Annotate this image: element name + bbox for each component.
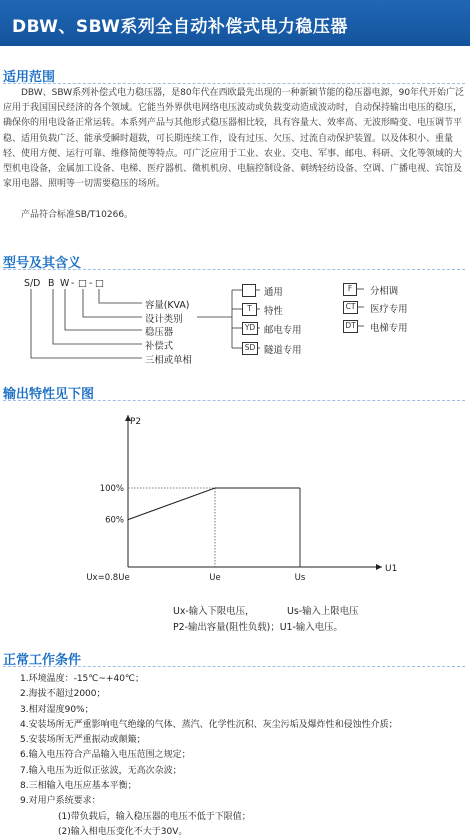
- code-part-w: W: [60, 278, 70, 289]
- code-part-b: B: [48, 278, 55, 289]
- legend-us: Us-输入上限电压: [287, 606, 359, 617]
- standard-note: 产品符合标准SB/T10266。: [21, 210, 134, 220]
- section-heading-scope: 适用范围: [3, 70, 56, 85]
- section-heading-conditions: 正常工作条件: [3, 653, 82, 668]
- x-axis-label: U1: [385, 564, 398, 574]
- scope-paragraph: DBW、SBW系列补偿式电力稳压器，是80年代在西欧最先出现的一种新颖节能的稳压器电源，90年代开始广泛应用于我国国民经济的各个领域。它能当外界供电网络电压波动或负载变动造成波动时，自动保持输出电压的稳压，确保你的用电设备正常运转。本系列产品与其他形式稳压器相比较，具有容量大、效率高、无波形畸变、电压调节平稳、适用负载广泛、能承受瞬时超载，可长期连续工作，设有过压、欠压、过流自动保护装置。以及体积小、重量轻、使用方便、运行可靠、维修简便等特点。可广泛应用于工业、农业、交电、军事、邮电、科研、文化等领域的大型机电设备，金属加工设备、电梯、医疗器机、微机机房、电脑控制设备、刺绣轻纺设备、空调、广播电视、宾馆及家用电器、照明等一切需要稳压的场所。: [3, 88, 465, 190]
- meaning-design-category: 设计类别: [145, 314, 183, 325]
- code-dash: -: [89, 278, 93, 289]
- category-tunnel: 隧道专用: [264, 345, 302, 356]
- category-code-box: F: [343, 283, 357, 296]
- y-axis-label: P2: [130, 417, 142, 427]
- condition-item: 2.海拔不超过2000；: [20, 689, 106, 700]
- x-tick-label: Ux=0.8Ue: [86, 573, 130, 583]
- category-code-box: CT: [343, 301, 358, 314]
- x-axis-arrow: [376, 564, 382, 570]
- section-heading-output: 输出特性见下图: [3, 387, 95, 402]
- legend-ux: Ux-输入下限电压，: [173, 606, 255, 617]
- category-elevator: 电梯专用: [370, 323, 408, 334]
- code-dash: -: [71, 278, 75, 289]
- category-code-box: [242, 284, 256, 297]
- x-tick-label: Ue: [209, 573, 221, 583]
- condition-sub-item: (1)带负载后，输入稳压器的电压不低于下限值；: [58, 811, 251, 822]
- title-bar: [0, 0, 470, 46]
- divider: [3, 666, 465, 667]
- condition-item: 7.输入电压为近似正弦波，无高次杂波；: [20, 765, 182, 776]
- conditions-list: [20, 672, 398, 840]
- condition-item: 9.对用户系统要求：: [20, 796, 101, 807]
- meaning-regulator: 稳压器: [145, 327, 174, 338]
- divider: [3, 400, 465, 401]
- y-tick-label: 100%: [99, 484, 124, 494]
- category-code-box: SD: [242, 342, 258, 355]
- category-general: 通用: [264, 287, 283, 298]
- condition-item: 1.环境温度：-15℃~+40℃；: [20, 674, 145, 684]
- category-split-phase: 分相调: [370, 286, 399, 297]
- x-tick-label: Us: [294, 573, 306, 583]
- meaning-phase: 三相或单相: [145, 355, 192, 366]
- condition-sub-item: (2)输入相电压变化不大于30V。: [58, 826, 188, 837]
- section-heading-model: 型号及其含义: [3, 256, 82, 271]
- code-box-design: □: [78, 278, 87, 289]
- model-bracket-lines: [0, 0, 1, 1]
- page-title: DBW、SBW系列全自动补偿式电力稳压器: [12, 17, 348, 37]
- condition-item: 3.相对湿度90%；: [20, 704, 94, 715]
- divider: [3, 269, 465, 270]
- category-characteristic: 特性: [264, 306, 283, 317]
- y-tick-label: 60%: [105, 515, 124, 526]
- meaning-capacity: 容量(KVA): [145, 300, 190, 311]
- series-line: [128, 488, 300, 520]
- divider: [3, 83, 465, 84]
- output-characteristic-chart: [0, 405, 470, 590]
- category-medical: 医疗专用: [370, 304, 408, 315]
- meaning-compensation: 补偿式: [145, 341, 174, 352]
- code-part-sd: S/D: [24, 278, 41, 289]
- condition-item: 4.安装场所无严重影响电气绝缘的气体、蒸汽、化学性沉积、灰尘污垢及爆炸性和侵蚀性介质；: [20, 719, 398, 730]
- condition-item: 8.三相输入电压应基本平衡；: [20, 781, 137, 792]
- code-box-capacity: □: [95, 278, 104, 289]
- category-code-box: T: [242, 303, 257, 316]
- category-code-box: YD: [242, 322, 258, 335]
- condition-item: 6.输入电压符合产品输入电压范围之规定；: [20, 750, 191, 761]
- condition-item: 5.安装场所无严重振动或颠簸；: [20, 735, 146, 746]
- category-postal: 邮电专用: [264, 325, 302, 336]
- category-code-box: DT: [343, 320, 358, 333]
- legend-p2-u1: P2-输出容量(阻性负载)；U1-输入电压。: [173, 622, 343, 633]
